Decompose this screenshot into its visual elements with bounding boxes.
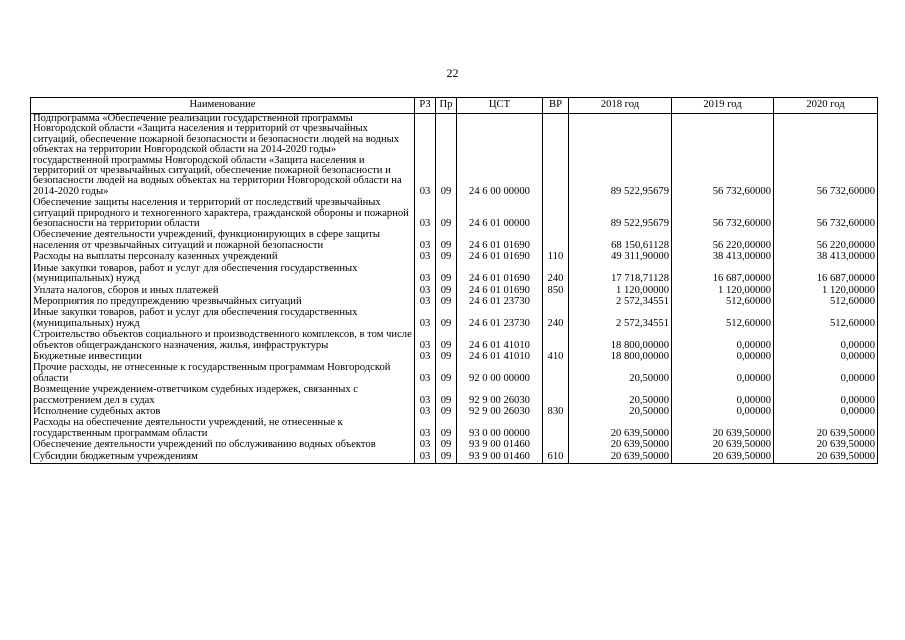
row-2018-cell: 20,50000 [569,407,672,418]
table-row [31,330,878,352]
row-cst-cell: 24 6 01 01690 [457,230,543,252]
row-vr-cell [543,385,569,407]
row-pr-cell: 09 [436,407,457,418]
row-pr-cell: 09 [436,308,457,330]
row-2020-cell: 0,00000 [774,363,878,385]
table-row [31,230,878,252]
row-pr-cell: 09 [436,352,457,363]
row-2020-cell: 16 687,00000 [774,264,878,286]
row-pr-cell: 09 [436,198,457,230]
row-name-cell: Бюджетные инвестиции [31,352,415,363]
row-vr-cell: 610 [543,452,569,464]
row-vr-cell: 240 [543,308,569,330]
row-cst-cell: 93 9 00 01460 [457,440,543,451]
row-2019-cell: 0,00000 [672,352,774,363]
row-name-cell: Исполнение судебных актов [31,407,415,418]
row-vr-cell [543,230,569,252]
row-rz-cell: 03 [415,352,436,363]
row-vr-cell: 830 [543,407,569,418]
header-cst: ЦСТ [457,98,543,114]
row-rz-cell: 03 [415,114,436,199]
row-rz-cell: 03 [415,363,436,385]
row-name-cell: Прочие расходы, не отнесенные к государственным программам Новгородской области [31,363,415,385]
table-row [31,440,878,451]
row-2019-cell: 56 220,00000 [672,230,774,252]
row-2019-cell: 38 413,00000 [672,252,774,263]
row-pr-cell: 09 [436,114,457,199]
row-2020-cell: 0,00000 [774,330,878,352]
row-pr-cell: 09 [436,297,457,308]
row-cst-cell: 24 6 01 41010 [457,352,543,363]
row-cst-cell: 24 6 01 00000 [457,198,543,230]
table-header-row [31,98,878,114]
row-vr-cell [543,297,569,308]
row-2020-cell: 56 220,00000 [774,230,878,252]
header-2018: 2018 год [569,98,672,114]
table-row [31,385,878,407]
row-rz-cell: 03 [415,407,436,418]
row-2018-cell: 20,50000 [569,363,672,385]
row-2019-cell: 512,60000 [672,297,774,308]
row-name-cell: Обеспечение деятельности учреждений, функционирующих в сфере защиты населения от чрезвычайных ситуаций и пожарной безопасности [31,230,415,252]
row-2020-cell: 0,00000 [774,352,878,363]
row-2020-cell: 20 639,50000 [774,418,878,440]
row-vr-cell [543,418,569,440]
row-vr-cell [543,114,569,199]
table-row [31,363,878,385]
row-rz-cell: 03 [415,286,436,297]
row-2020-cell: 38 413,00000 [774,252,878,263]
row-rz-cell: 03 [415,452,436,464]
row-cst-cell: 92 9 00 26030 [457,407,543,418]
row-2019-cell: 0,00000 [672,363,774,385]
row-name-cell: Субсидии бюджетным учреждениям [31,452,415,464]
row-2019-cell: 0,00000 [672,407,774,418]
row-rz-cell: 03 [415,264,436,286]
row-2018-cell: 49 311,90000 [569,252,672,263]
row-2019-cell: 0,00000 [672,330,774,352]
row-2018-cell: 2 572,34551 [569,297,672,308]
table-row [31,452,878,464]
row-cst-cell: 24 6 01 01690 [457,264,543,286]
row-2020-cell: 0,00000 [774,407,878,418]
table-row [31,114,878,199]
row-name-cell: Мероприятия по предупреждению чрезвычайных ситуаций [31,297,415,308]
row-2018-cell: 17 718,71128 [569,264,672,286]
row-vr-cell: 110 [543,252,569,263]
budget-table [30,97,878,464]
row-rz-cell: 03 [415,330,436,352]
row-cst-cell: 93 0 00 00000 [457,418,543,440]
row-name-cell: Строительство объектов социального и производственного комплексов, в том числе объектов общегражданского назначения, жилья, инфраструктуры [31,330,415,352]
row-pr-cell: 09 [436,363,457,385]
row-name-cell: Иные закупки товаров, работ и услуг для обеспечения государственных (муниципальных) нужд [31,264,415,286]
row-name-cell: Обеспечение защиты населения и территорий от последствий чрезвычайных ситуаций природного и техногенного характера, гражданской обороны и пожарной безопасности на территории области [31,198,415,230]
row-2018-cell: 20,50000 [569,385,672,407]
row-pr-cell: 09 [436,330,457,352]
row-pr-cell: 09 [436,440,457,451]
row-vr-cell [543,440,569,451]
row-2020-cell: 512,60000 [774,308,878,330]
row-2018-cell: 20 639,50000 [569,418,672,440]
header-vr: ВР [543,98,569,114]
row-2020-cell: 0,00000 [774,385,878,407]
row-2018-cell: 89 522,95679 [569,198,672,230]
row-2019-cell: 56 732,60000 [672,114,774,199]
page-number: 22 [446,66,459,80]
row-vr-cell: 410 [543,352,569,363]
row-cst-cell: 24 6 00 00000 [457,114,543,199]
row-2018-cell: 68 150,61128 [569,230,672,252]
row-2019-cell: 20 639,50000 [672,440,774,451]
table-body [31,114,878,464]
row-name-cell: Обеспечение деятельности учреждений по обслуживанию водных объектов [31,440,415,451]
row-vr-cell: 850 [543,286,569,297]
row-2020-cell: 56 732,60000 [774,114,878,199]
row-2019-cell: 56 732,60000 [672,198,774,230]
row-cst-cell: 92 0 00 00000 [457,363,543,385]
row-2018-cell: 18 800,00000 [569,330,672,352]
row-2018-cell: 2 572,34551 [569,308,672,330]
row-name-cell: Уплата налогов, сборов и иных платежей [31,286,415,297]
row-pr-cell: 09 [436,418,457,440]
row-2020-cell: 20 639,50000 [774,440,878,451]
row-rz-cell: 03 [415,440,436,451]
row-vr-cell [543,198,569,230]
row-name-cell: Возмещение учреждением-ответчиком судебных издержек, связанных с рассмотрением дел в судах [31,385,415,407]
row-2019-cell: 20 639,50000 [672,452,774,464]
row-rz-cell: 03 [415,385,436,407]
row-rz-cell: 03 [415,230,436,252]
row-2018-cell: 1 120,00000 [569,286,672,297]
header-name: Наименование [31,98,415,114]
row-2020-cell: 20 639,50000 [774,452,878,464]
row-cst-cell: 24 6 01 01690 [457,252,543,263]
row-rz-cell: 03 [415,297,436,308]
table-row [31,198,878,230]
header-pr: Пр [436,98,457,114]
row-vr-cell [543,363,569,385]
row-2018-cell: 18 800,00000 [569,352,672,363]
row-2019-cell: 0,00000 [672,385,774,407]
header-rz: РЗ [415,98,436,114]
row-name-cell: Иные закупки товаров, работ и услуг для обеспечения государственных (муниципальных) нужд [31,308,415,330]
table-row [31,264,878,286]
row-pr-cell: 09 [436,385,457,407]
row-rz-cell: 03 [415,252,436,263]
row-rz-cell: 03 [415,198,436,230]
row-pr-cell: 09 [436,286,457,297]
row-name-cell: Расходы на обеспечение деятельности учреждений, не отнесенные к государственным программам области [31,418,415,440]
row-pr-cell: 09 [436,264,457,286]
row-cst-cell: 92 9 00 26030 [457,385,543,407]
row-pr-cell: 09 [436,252,457,263]
row-2020-cell: 56 732,60000 [774,198,878,230]
row-2020-cell: 512,60000 [774,297,878,308]
row-cst-cell: 93 9 00 01460 [457,452,543,464]
row-rz-cell: 03 [415,418,436,440]
row-name-cell: Подпрограмма «Обеспечение реализации государственной программы Новгородской области «Защита населения и территорий от чрезвычайных ситуаций, обеспечение пожарной безопасности и безопасности людей на водных объектах на территории Новгородской области на 2014-2020 годы» государственной программы Новгородской области «Защита населения и территорий от чрезвычайных ситуаций, обеспечение пожарной безопасности и безопасности людей на водных объектах на территории Новгородской области на 2014-2020 годы» [31,114,415,199]
row-2019-cell: 20 639,50000 [672,418,774,440]
table-row [31,308,878,330]
row-cst-cell: 24 6 01 23730 [457,308,543,330]
row-2019-cell: 16 687,00000 [672,264,774,286]
row-2019-cell: 1 120,00000 [672,286,774,297]
row-cst-cell: 24 6 01 41010 [457,330,543,352]
row-cst-cell: 24 6 01 23730 [457,297,543,308]
row-2018-cell: 20 639,50000 [569,440,672,451]
row-rz-cell: 03 [415,308,436,330]
row-vr-cell [543,330,569,352]
row-cst-cell: 24 6 01 01690 [457,286,543,297]
row-name-cell: Расходы на выплаты персоналу казенных учреждений [31,252,415,263]
row-2018-cell: 89 522,95679 [569,114,672,199]
table-row [31,418,878,440]
row-2019-cell: 512,60000 [672,308,774,330]
row-2018-cell: 20 639,50000 [569,452,672,464]
row-pr-cell: 09 [436,230,457,252]
row-pr-cell: 09 [436,452,457,464]
header-2019: 2019 год [672,98,774,114]
table-row [31,252,878,263]
row-vr-cell: 240 [543,264,569,286]
header-2020: 2020 год [774,98,878,114]
row-2020-cell: 1 120,00000 [774,286,878,297]
